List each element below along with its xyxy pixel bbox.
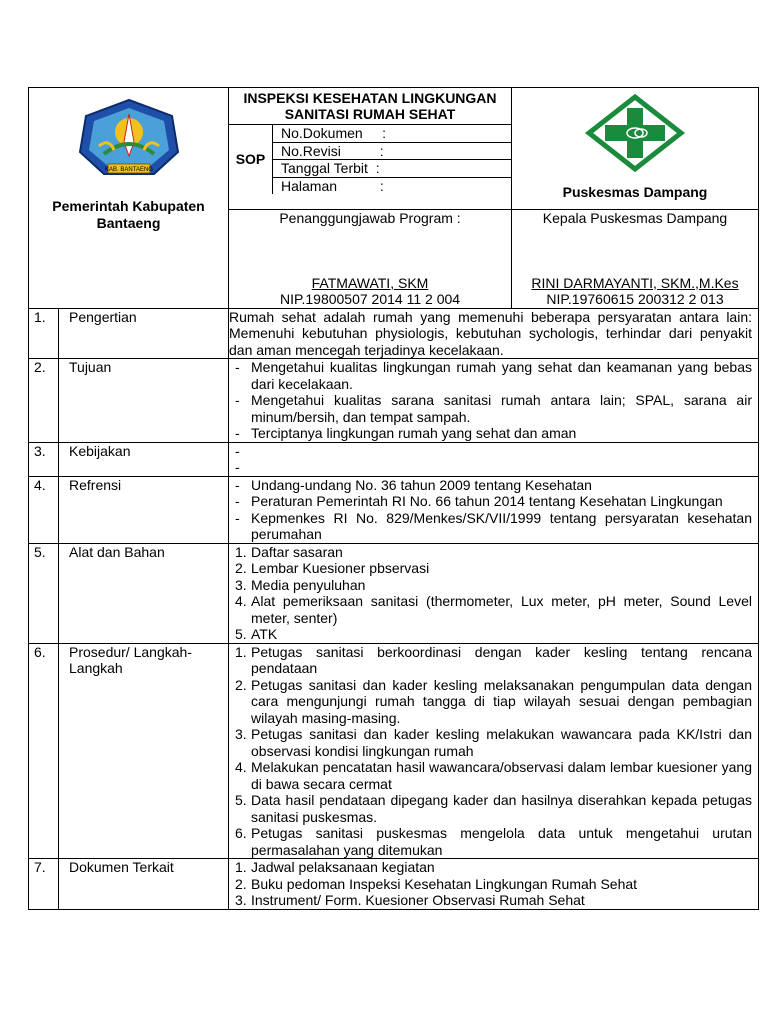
- list-marker: 3.: [235, 726, 247, 742]
- sop-body-table: [28, 308, 759, 910]
- list-text: Mengetahui kualitas sarana sanitasi rumah antara lain; SPAL, sarana air minum/bersih, dan tempat sampah.: [251, 392, 752, 425]
- list-text: [251, 443, 752, 460]
- row-number: 3.: [29, 442, 59, 476]
- list-marker: -: [235, 392, 240, 408]
- responsible-nip: NIP.19800507 2014 11 2 004: [279, 291, 461, 307]
- head-name: RINI DARMAYANTI, SKM.,M.Kes: [531, 274, 739, 291]
- row-number: 7.: [29, 859, 59, 910]
- list-item: [229, 892, 752, 909]
- list-item: [229, 644, 752, 677]
- list-item: [229, 392, 752, 425]
- list-item: [229, 792, 752, 825]
- list-text: [251, 459, 752, 476]
- document-title: INSPEKSI KESEHATAN LINGKUNGAN SANITASI RUMAH SEHAT: [229, 88, 511, 125]
- list-marker: -: [235, 476, 240, 493]
- list-marker: 5.: [235, 792, 247, 808]
- row-content: [229, 859, 759, 910]
- list-item: [229, 477, 752, 494]
- list-text: Terciptanya lingkungan rumah yang sehat dan aman: [251, 425, 577, 441]
- puskesmas-cell: [512, 88, 759, 210]
- sop-fields: [273, 125, 511, 194]
- sop-label: SOP: [229, 125, 273, 194]
- list-text: Petugas sanitasi dan kader kesling melaksanakan pengumpulan data dengan cara mengunjungi rumah tangga di tiap wilayah sesuai dengan pembagian wilayah masing-masing.: [251, 676, 752, 726]
- row-content: [229, 359, 759, 443]
- row-label: Refrensi: [59, 476, 229, 543]
- list-item: [229, 560, 752, 577]
- list-item: [229, 493, 752, 510]
- row-content: Rumah sehat adalah rumah yang memenuhi beberapa persyaratan antara lain: Memenuhi kebutuhan physiologis, kebutuhan sychologis, terhindar dari penyakit dan aman mencegah terjadinya kecelakaan.: [229, 308, 759, 359]
- row-label: Prosedur/ Langkah-Langkah: [59, 643, 229, 859]
- table-row: [29, 308, 759, 359]
- row-label: Alat dan Bahan: [59, 543, 229, 643]
- list-marker: 2.: [235, 676, 247, 693]
- list-item: [229, 677, 752, 727]
- list-marker: -: [235, 459, 240, 475]
- list-marker: -: [235, 509, 240, 526]
- puskesmas-cross-logo-icon: [583, 94, 687, 172]
- list-item: [229, 510, 752, 543]
- table-row: [29, 859, 759, 910]
- list-text: Daftar sasaran: [251, 543, 343, 560]
- responsible-signature-cell: [229, 210, 512, 309]
- list-text: Melakukan pencatatan hasil wawancara/observasi dalam lembar kuesioner yang di bawa secara cermat: [251, 759, 752, 792]
- list-item: [229, 443, 752, 460]
- list-text: Petugas sanitasi dan kader kesling melakukan wawancara pada KK/Istri dan observasi kondisi lingkungan rumah: [251, 726, 752, 759]
- responsible-name: FATMAWATI, SKM: [311, 274, 429, 291]
- list-item: [229, 726, 752, 759]
- list-text: Alat pemeriksaan sanitasi (thermometer, Lux meter, pH meter, Sound Level meter, senter): [251, 593, 752, 626]
- row-label: Kebijakan: [59, 442, 229, 476]
- list-text: Media penyuluhan: [251, 576, 366, 593]
- row-number: 4.: [29, 476, 59, 543]
- list-item: [229, 425, 752, 442]
- list-marker: 2.: [235, 875, 247, 892]
- list-marker: 2.: [235, 560, 247, 576]
- list-marker: 4.: [235, 759, 247, 775]
- list-marker: -: [235, 442, 240, 459]
- list-marker: -: [235, 425, 240, 441]
- table-row: [29, 442, 759, 476]
- government-name: Pemerintah Kabupaten Bantaeng: [52, 197, 205, 231]
- list-text: Peraturan Pemerintah RI No. 66 tahun 2014 tentang Kesehatan Lingkungan: [251, 493, 723, 509]
- field-halaman: Halaman :: [281, 177, 384, 194]
- row-content: [229, 442, 759, 476]
- list-text: Petugas sanitasi puskesmas mengelola data untuk mengetahui urutan permasalahan yang ditemukan: [251, 825, 752, 858]
- responsible-title: Penanggungjawab Program :: [279, 210, 461, 226]
- list-text: Jadwal pelaksanaan kegiatan: [251, 859, 435, 875]
- table-row: [29, 476, 759, 543]
- list-text: Mengetahui kualitas lingkungan rumah yang sehat dan keamanan yang bebas dari kecelakaan.: [251, 359, 752, 392]
- table-row: [29, 643, 759, 859]
- row-content: [229, 643, 759, 859]
- list-item: [229, 859, 752, 876]
- list-text: Instrument/ Form. Kuesioner Observasi Rumah Sehat: [251, 892, 585, 908]
- list-item: [229, 876, 752, 893]
- head-title: Kepala Puskesmas Dampang: [542, 210, 728, 226]
- list-marker: 5.: [235, 626, 247, 642]
- table-row: [29, 359, 759, 443]
- sop-title-cell: [229, 88, 512, 210]
- list-marker: 6.: [235, 825, 247, 841]
- row-number: 2.: [29, 359, 59, 443]
- list-text: Lembar Kuesioner pbservasi: [251, 560, 430, 576]
- list-text: Undang-undang No. 36 tahun 2009 tentang Kesehatan: [251, 476, 592, 493]
- row-number: 6.: [29, 643, 59, 859]
- list-text: Kepmenkes RI No. 829/Menkes/SK/VII/1999 tentang persyaratan kesehatan perumahan: [251, 509, 752, 542]
- row-number: 1.: [29, 308, 59, 359]
- list-item: [229, 626, 752, 643]
- list-text: Data hasil pendataan dipegang kader dan hasilnya diserahkan kepada petugas sanitasi puskesmas.: [251, 792, 752, 825]
- sop-meta: [229, 125, 511, 194]
- list-marker: 3.: [235, 576, 247, 593]
- list-marker: 3.: [235, 892, 247, 908]
- list-item: [229, 593, 752, 626]
- row-label: Dokumen Terkait: [59, 859, 229, 910]
- field-no-dokumen: No.Dokumen :: [273, 125, 511, 143]
- row-number: 5.: [29, 543, 59, 643]
- puskesmas-name: Puskesmas Dampang: [562, 183, 708, 200]
- kab-bantaeng-emblem-icon: [74, 94, 184, 184]
- head-nip: NIP.19760615 200312 2 013: [546, 291, 724, 307]
- list-text: Buku pedoman Inspeksi Kesehatan Lingkungan Rumah Sehat: [251, 875, 638, 892]
- list-item: [229, 825, 752, 858]
- list-marker: 1.: [235, 543, 247, 560]
- list-marker: -: [235, 493, 240, 509]
- row-content: [229, 543, 759, 643]
- table-row: [29, 543, 759, 643]
- list-item: [229, 759, 752, 792]
- list-item: [229, 459, 752, 476]
- row-label: Pengertian: [59, 308, 229, 359]
- list-text: Petugas sanitasi berkoordinasi dengan kader kesling tentang rencana pendataan: [251, 643, 752, 676]
- list-text: ATK: [251, 626, 278, 642]
- list-marker: -: [235, 359, 240, 375]
- sop-header-table: [28, 87, 759, 309]
- list-marker: 1.: [235, 643, 247, 660]
- row-label: Tujuan: [59, 359, 229, 443]
- government-cell: [29, 88, 229, 309]
- head-signature-cell: [512, 210, 759, 309]
- sop-document: [28, 87, 758, 910]
- list-marker: 4.: [235, 593, 247, 609]
- field-tanggal-terbit: Tanggal Terbit :: [273, 160, 511, 178]
- list-item: [229, 577, 752, 594]
- field-no-revisi: No.Revisi :: [273, 143, 511, 161]
- row-content: [229, 476, 759, 543]
- list-item: [229, 359, 752, 392]
- list-marker: 1.: [235, 859, 247, 875]
- list-item: [229, 544, 752, 561]
- svg-text:KAB. BANTAENG: KAB. BANTAENG: [104, 167, 153, 173]
